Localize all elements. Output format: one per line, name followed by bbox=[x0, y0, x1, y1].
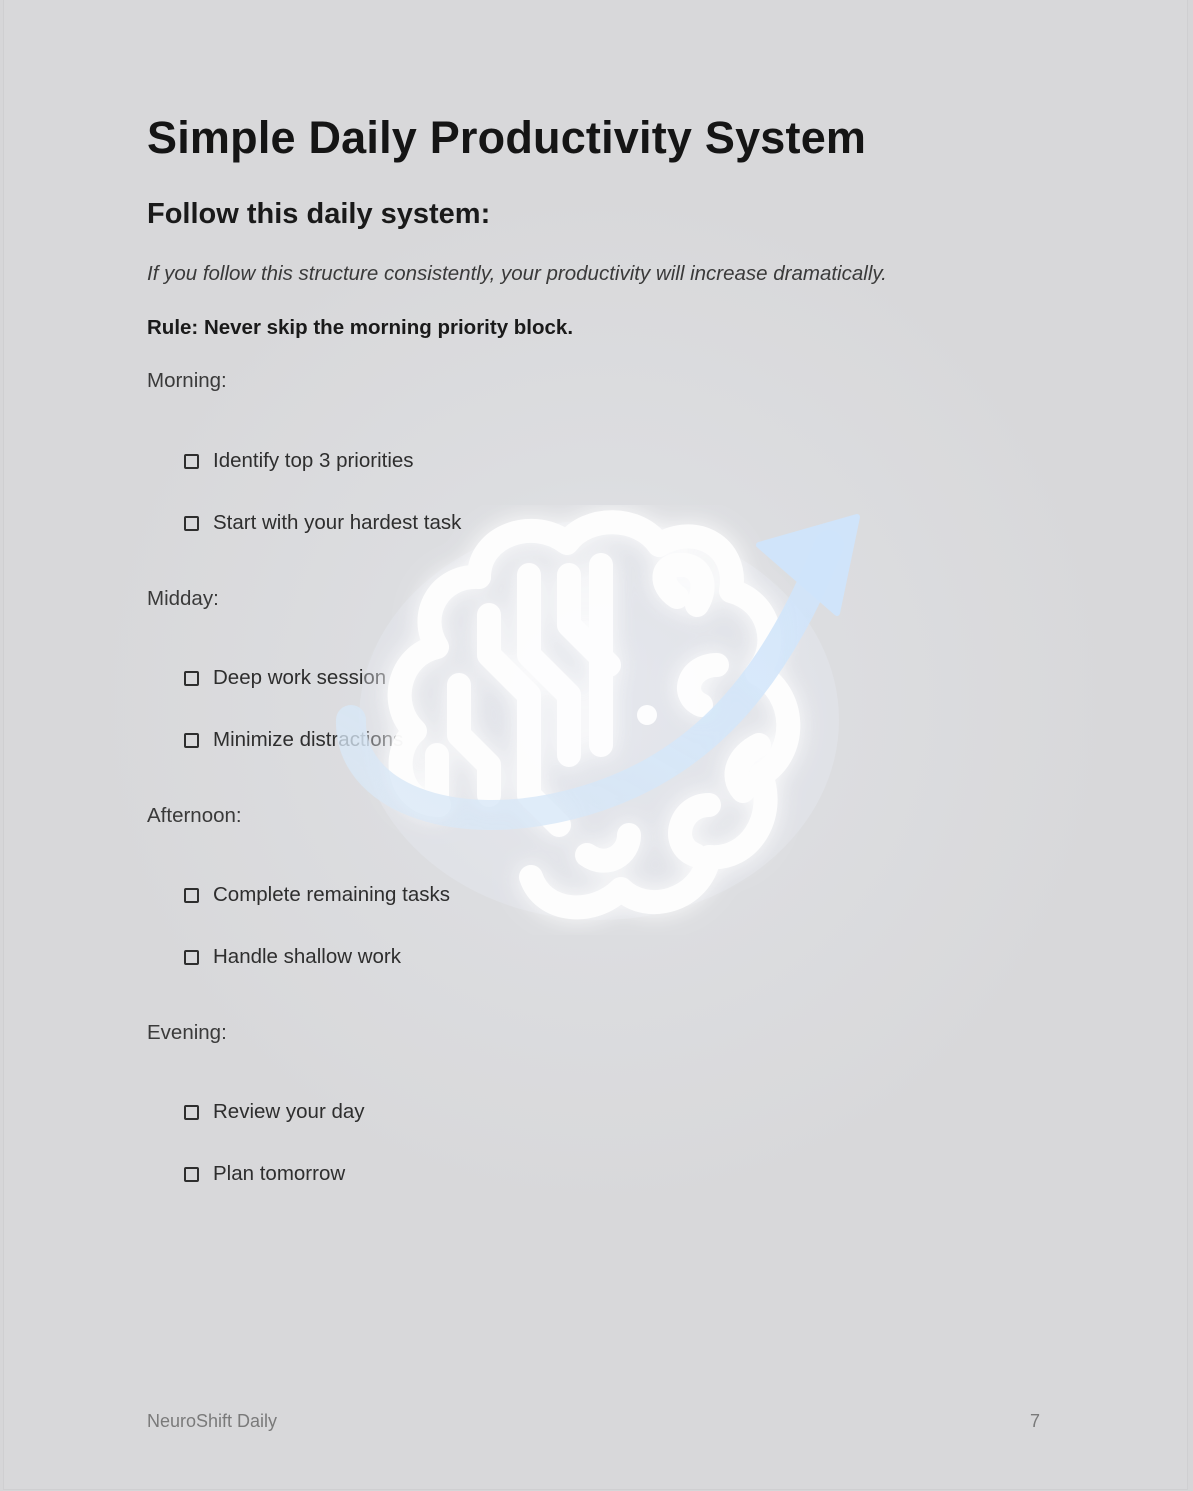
task-label: Identify top 3 priorities bbox=[213, 449, 414, 472]
section-label-evening: Evening: bbox=[147, 1021, 227, 1044]
task-item[interactable] bbox=[184, 1161, 345, 1187]
task-label: Plan tomorrow bbox=[213, 1162, 346, 1185]
task-label: Handle shallow work bbox=[213, 945, 402, 968]
intro-text: If you follow this structure consistently, your productivity will increase dramatically. bbox=[147, 262, 887, 285]
task-label: Start with your hardest task bbox=[213, 511, 462, 534]
page-subtitle: Follow this daily system: bbox=[147, 198, 491, 230]
checkbox[interactable] bbox=[184, 888, 199, 903]
page-number: 7 bbox=[1030, 1411, 1041, 1431]
task-item[interactable] bbox=[184, 727, 403, 753]
checkbox[interactable] bbox=[184, 454, 199, 469]
section-label-morning: Morning: bbox=[147, 369, 227, 392]
document-page bbox=[4, 0, 1187, 1489]
task-item[interactable] bbox=[184, 1099, 365, 1125]
task-item[interactable] bbox=[184, 448, 414, 474]
task-label: Complete remaining tasks bbox=[213, 883, 450, 906]
section-label-midday: Midday: bbox=[147, 587, 219, 610]
checkbox[interactable] bbox=[184, 1167, 199, 1182]
task-item[interactable] bbox=[184, 510, 461, 536]
page-title: Simple Daily Productivity System bbox=[147, 112, 867, 163]
checkbox[interactable] bbox=[184, 516, 199, 531]
checkbox[interactable] bbox=[184, 950, 199, 965]
task-label: Deep work session bbox=[213, 666, 387, 689]
task-item[interactable] bbox=[184, 944, 401, 970]
checkbox[interactable] bbox=[184, 733, 199, 748]
section-label-afternoon: Afternoon: bbox=[147, 804, 242, 827]
checkbox[interactable] bbox=[184, 671, 199, 686]
task-label: Review your day bbox=[213, 1100, 365, 1123]
task-label: Minimize distractions bbox=[213, 728, 404, 751]
rule-text: Rule: Never skip the morning priority block. bbox=[147, 316, 574, 339]
brain-arrow-logo-icon bbox=[329, 505, 869, 935]
task-item[interactable] bbox=[184, 882, 450, 908]
footer-brand: NeuroShift Daily bbox=[147, 1411, 278, 1431]
checkbox[interactable] bbox=[184, 1105, 199, 1120]
task-item[interactable] bbox=[184, 665, 386, 691]
